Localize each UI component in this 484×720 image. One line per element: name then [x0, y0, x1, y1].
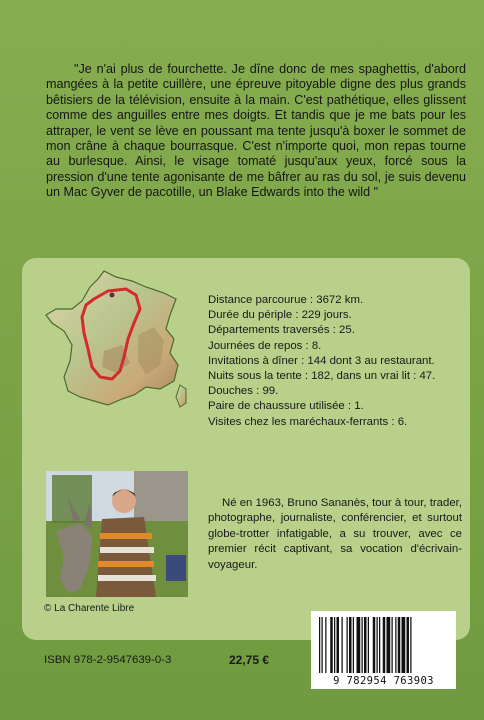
book-price: 22,75 €: [229, 653, 270, 667]
barcode-bar: [334, 617, 335, 673]
barcode-bar: [395, 617, 396, 673]
stat-item: Nuits sous la tente : 182, dans un vrai lit : 47.: [208, 370, 436, 383]
barcode-bar: [379, 617, 380, 673]
barcode-bar: [392, 617, 393, 673]
stat-item: Visites chez les maréchaux-ferrants : 6.: [208, 415, 408, 428]
barcode-digits: 9 782954 763903: [333, 675, 434, 687]
barcode-bar: [325, 617, 326, 673]
barcode-bar: [342, 617, 343, 673]
barcode-bar: [347, 617, 348, 673]
stat-item: Journées de repos : 8.: [208, 339, 322, 352]
barcode-bar: [368, 617, 369, 673]
barcode-bar: [387, 617, 391, 673]
paris-marker: [110, 293, 115, 298]
corsica-island: [176, 385, 186, 407]
sweater-stripe: [98, 575, 156, 581]
stat-item: Invitations à dîner : 144 dont 3 au restaurant.: [208, 354, 435, 367]
barcode-bar: [398, 617, 401, 673]
journey-stats-list: [208, 293, 478, 430]
sweater-stripe: [100, 547, 154, 553]
barcode-bar: [402, 617, 406, 673]
stat-item: Durée du périple : 229 jours.: [208, 309, 352, 322]
barcode-bar: [349, 617, 352, 673]
barcode-bar: [357, 617, 361, 673]
barcode-bar: [364, 617, 367, 673]
barcode-bar: [362, 617, 363, 673]
barcode-bar: [353, 617, 354, 673]
barcode-bar: [407, 617, 410, 673]
stat-item: Distance parcourue : 3672 km.: [208, 294, 364, 306]
france-route-map: [42, 265, 192, 415]
sweater-stripe: [98, 561, 154, 567]
stat-item: Douches : 99.: [208, 385, 279, 398]
barcode-bar: [377, 617, 378, 673]
stat-item: Départements traversés : 25.: [208, 324, 355, 337]
barcode-bar: [410, 617, 411, 673]
barcode-bar: [330, 617, 333, 673]
photo-credit: © La Charente Libre: [44, 603, 135, 614]
barcode-bar: [337, 617, 340, 673]
barcode-bar: [373, 617, 376, 673]
author-bio: Né en 1963, Bruno Sananès, tour à tour, trader, photographe, journaliste, conférencier, et surtout globe-trotter infatigable, a su trouver, avec ce premier récit captivant, sa vocation d'écrivain-voyageur.: [208, 497, 462, 571]
author-photo: [46, 471, 188, 597]
quote-text: "Je n'ai plus de fourchette. Je dîne donc de mes spaghettis, d'abord mangées à la petite cuillère, une épreuve pitoyable digne des plus grands bêtisiers de la télévision, ensuite à la main. C'est pathétique, elles glissent comme des anguilles entre mes doigts. Et tandis que je me bats pour les attraper, le vent se lève en poussant ma tente jusqu'à boxer le sommet de mon crâne à chaque bourrasque. C'est n'importe quoi, mon repas tourne au burlesque. Ainsi, le visage tomaté jusqu'aux yeux, forcé sous la pression d'une tente agonisante de me bâfrer au ras du sol, je suis devenu un Mac Gyver de pacotille, un Blake Edwards into the wild ": [46, 62, 466, 200]
sweater-stripe: [100, 533, 152, 539]
barcode-bar: [319, 617, 320, 673]
stat-item: Paire de chaussure utilisée : 1.: [208, 400, 364, 413]
person-bag: [166, 555, 186, 581]
barcode-bar: [322, 617, 323, 673]
isbn-number: ISBN 978-2-9547639-0-3: [44, 654, 172, 666]
photo-tree: [52, 475, 92, 523]
barcode-bar: [383, 617, 386, 673]
